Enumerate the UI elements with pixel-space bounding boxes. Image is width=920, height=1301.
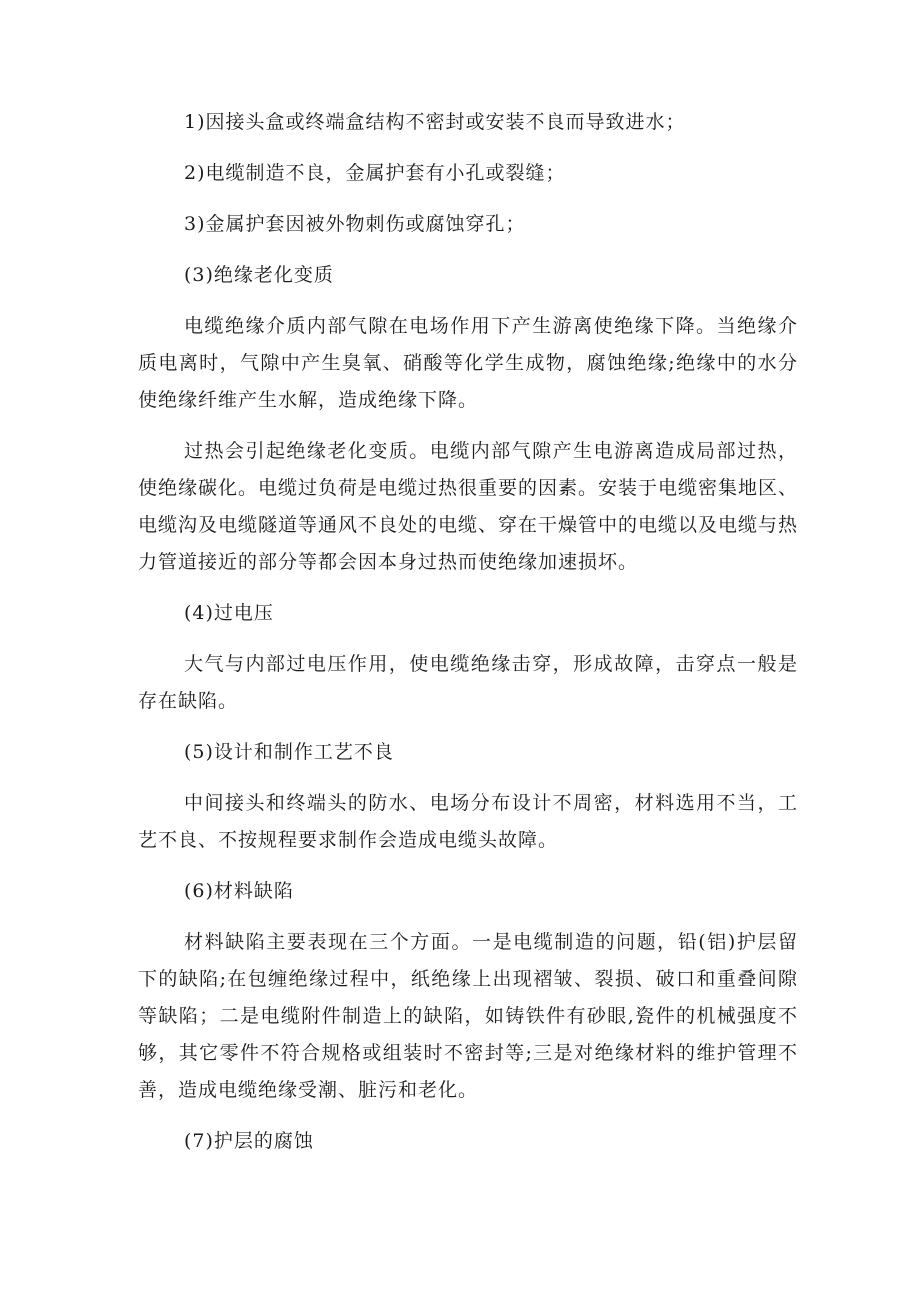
section-heading: (5)设计和制作工艺不良 (184, 741, 394, 763)
section-heading: (6)材料缺陷 (184, 880, 294, 902)
section-heading: (4)过电压 (184, 602, 274, 624)
list-item: 2)电缆制造不良，金属护套有小孔或裂缝； (184, 162, 566, 184)
body-paragraph: 材料缺陷主要表现在三个方面。一是电缆制造的问题，铅(铝)护层留下的缺陷;在包缠绝缘过程中，纸绝缘上出现褶皱、裂损、破口和重叠间隙等缺陷；二是电缆附件制造上的缺陷，如铸铁件有砂眼,瓷件的机械强度不够，其它零件不符合规格或组装时不密封等;三是对绝缘材料的维护管理不善，造成电缆绝缘受潮、脏污和老化。 (138, 931, 798, 1101)
body-paragraph: 电缆绝缘介质内部气隙在电场作用下产生游离使绝缘下降。当绝缘介质电离时，气隙中产生臭氧、硝酸等化学生成物，腐蚀绝缘;绝缘中的水分使绝缘纤维产生水解，造成绝缘下降。 (138, 315, 798, 411)
section-heading: (7)护层的腐蚀 (184, 1130, 314, 1152)
section-heading: (3)绝缘老化变质 (184, 264, 334, 286)
document-body (138, 104, 798, 1174)
body-paragraph: 大气与内部过电压作用，使电缆绝缘击穿，形成故障，击穿点一般是存在缺陷。 (138, 653, 798, 712)
body-paragraph: 过热会引起绝缘老化变质。电缆内部气隙产生电游离造成局部过热，使绝缘碳化。电缆过负荷是电缆过热很重要的因素。安装于电缆密集地区、电缆沟及电缆隧道等通风不良处的电缆、穿在干燥管中的电缆以及电缆与热力管道接近的部分等都会因本身过热而使绝缘加速损坏。 (138, 440, 799, 573)
list-item: 3)金属护套因被外物刺伤或腐蚀穿孔； (184, 213, 526, 235)
list-item: 1)因接头盒或终端盒结构不密封或安装不良而导致进水； (184, 111, 686, 133)
body-paragraph: 中间接头和终端头的防水、电场分布设计不周密，材料选用不当，工艺不良、不按规程要求制作会造成电缆头故障。 (138, 792, 798, 851)
